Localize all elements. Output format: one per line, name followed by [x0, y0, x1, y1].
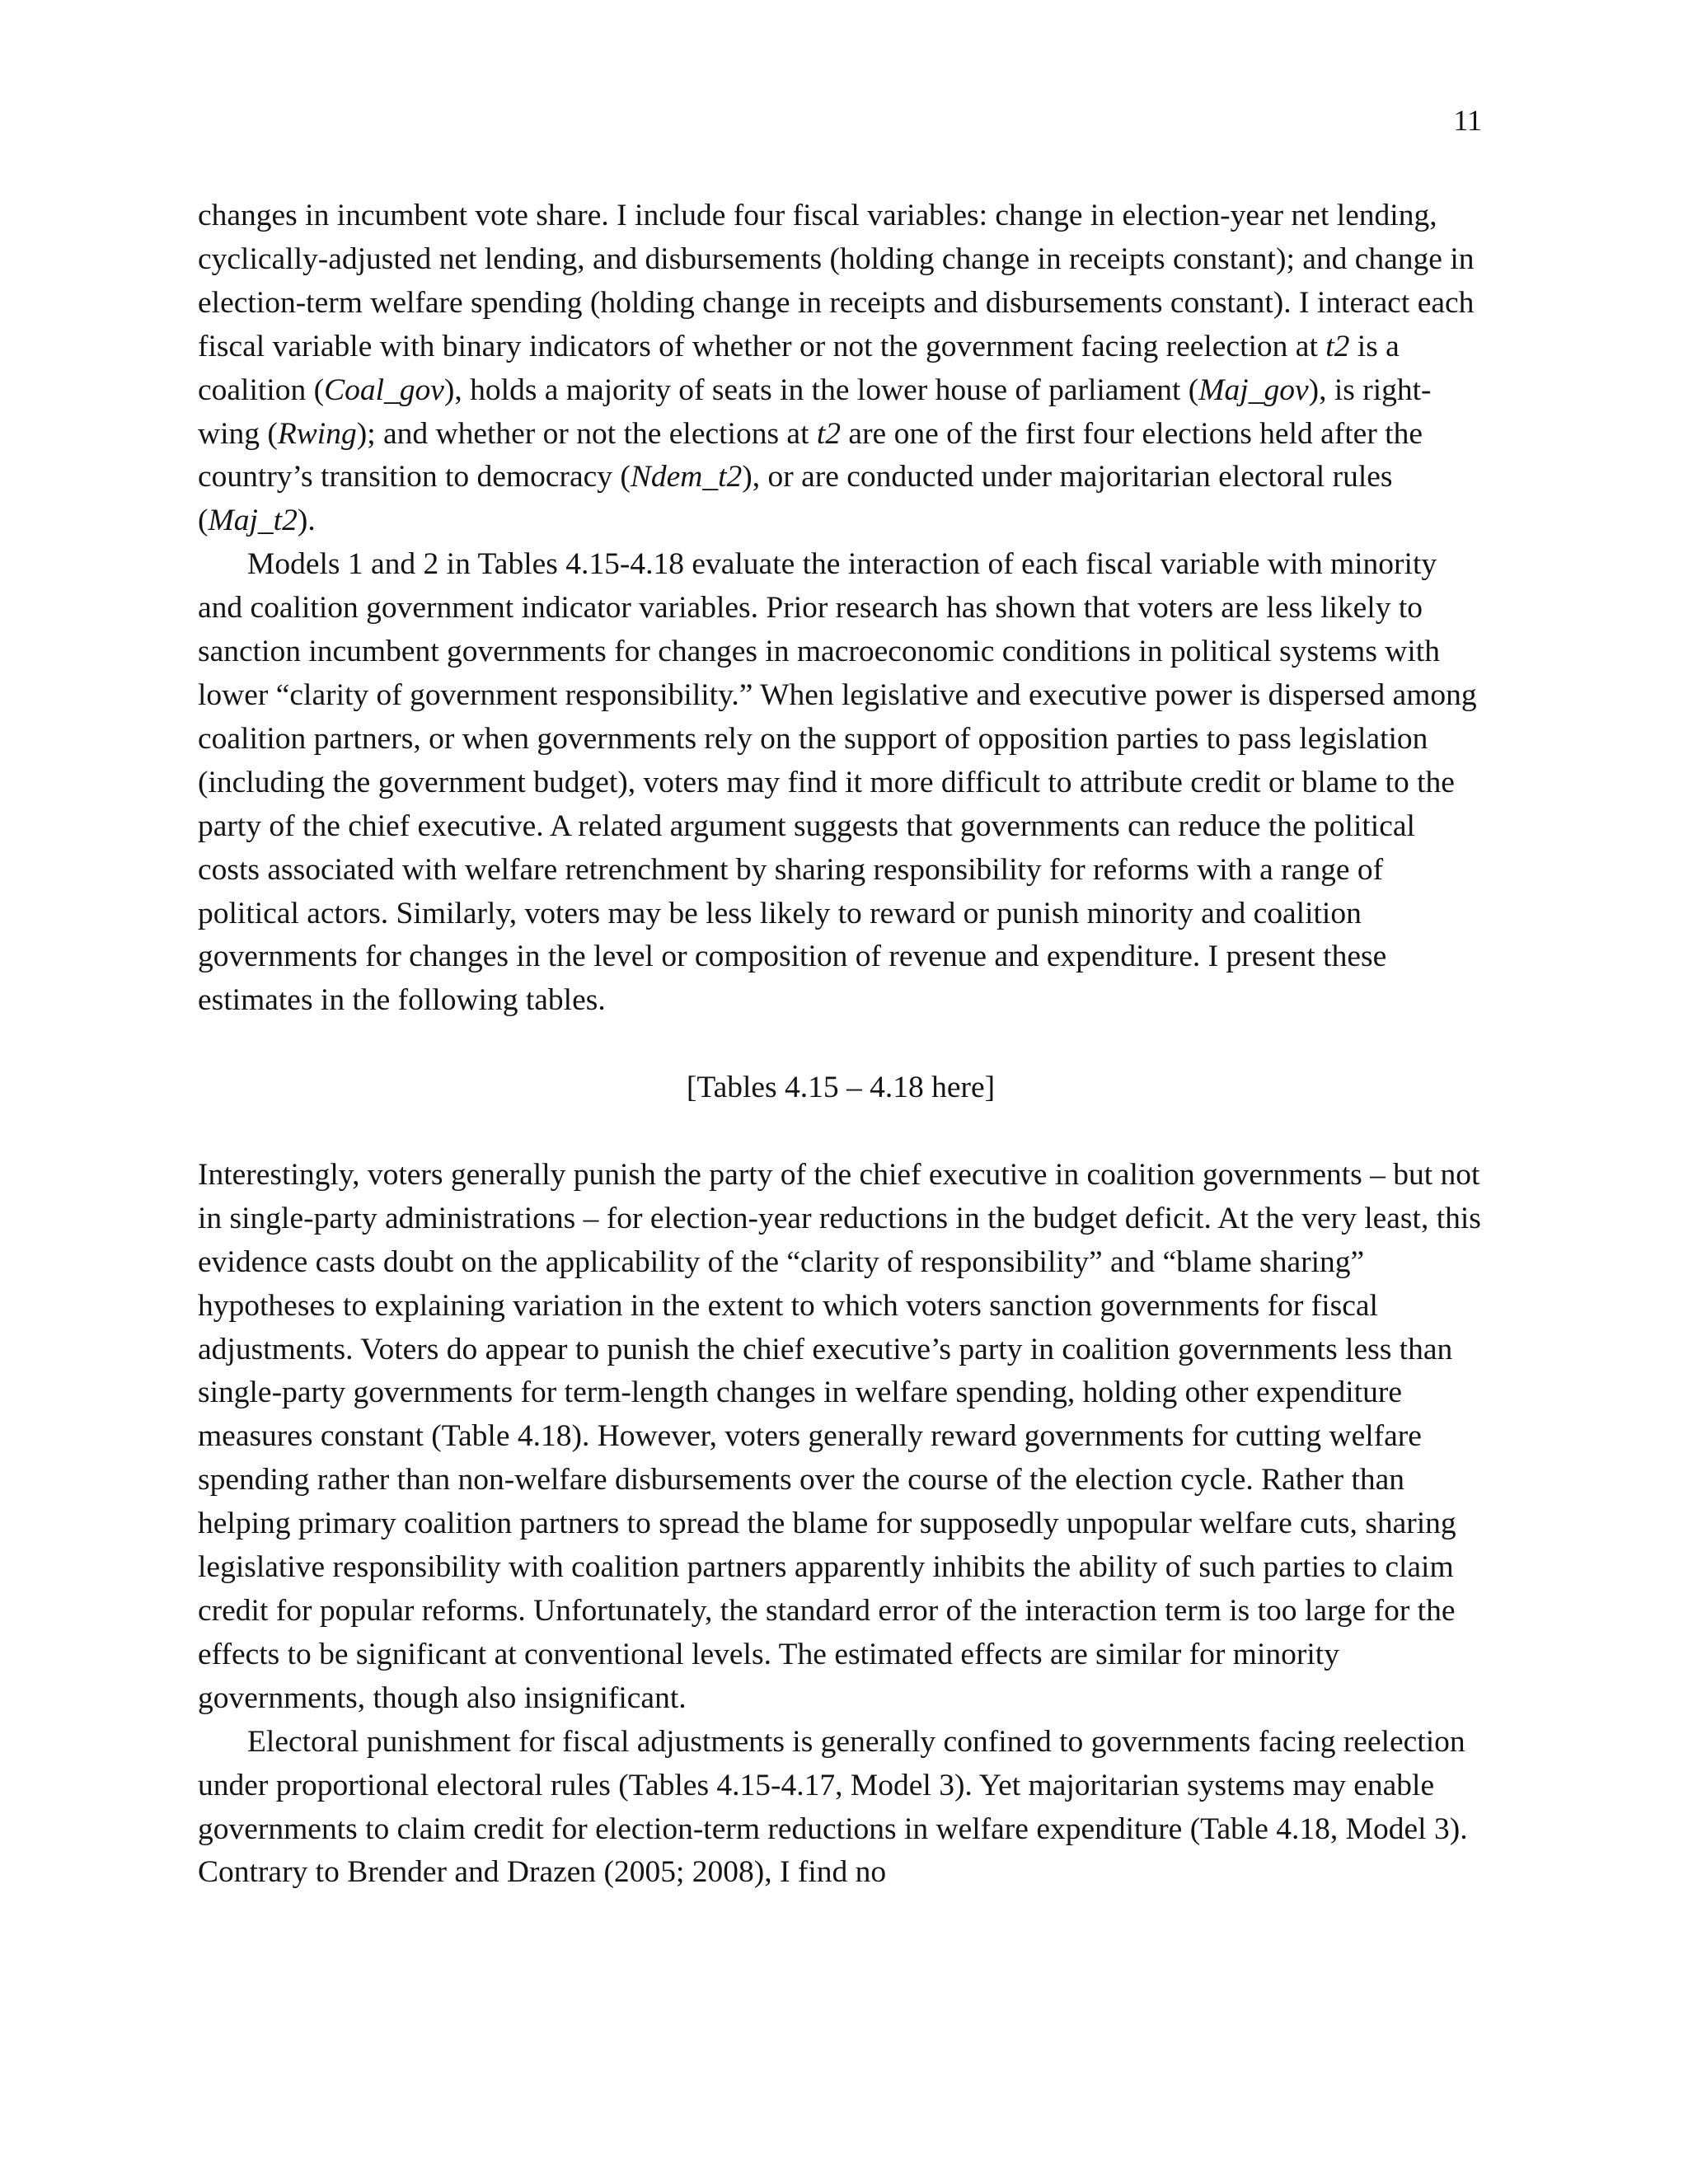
paragraph-4: Electoral punishment for fiscal adjustments is generally confined to governments facing reelection under proportional electoral rules (Tables 4.15-4.17, Model 3). Yet majoritarian systems may enable governments to claim credit for election-term reductions in welfare expenditure (Table 4.18, Model 3). Contrary to Brender and Drazen (2005; 2008), I find no	[198, 1724, 1468, 1890]
variable-t2: t2	[1325, 329, 1350, 363]
variable-ndem-t2: Ndem_t2	[630, 460, 743, 494]
variable-maj-t2: Maj_t2	[208, 504, 298, 538]
text-run: ).	[297, 504, 316, 538]
variable-maj-gov: Maj_gov	[1198, 373, 1309, 407]
text-run: ), holds a majority of seats in the lower house of parliament (	[443, 373, 1199, 407]
variable-t2: t2	[816, 416, 842, 451]
variable-rwing: Rwing	[277, 416, 357, 451]
tables-placeholder: [Tables 4.15 – 4.18 here]	[686, 1071, 996, 1105]
text-run: ), or are conducted under majoritarian electoral rules (	[198, 460, 1393, 538]
body-text	[198, 194, 1484, 1895]
text-run: ); and whether or not the elections at	[356, 416, 817, 451]
page-number: 11	[1453, 104, 1482, 137]
variable-coal-gov: Coal_gov	[324, 373, 444, 407]
text-run: are one of the first four elections held after the country’s transition to democracy (	[198, 416, 1423, 494]
paragraph-1	[198, 194, 1484, 543]
paragraph-3: Interestingly, voters generally punish the party of the chief executive in coalition governments – but not in single-party administrations – for election-year reductions in the budget deficit. At the very least, this evidence casts doubt on the applicability of the “clarity of responsibility” and “blame sharing” hypotheses to explaining variation in the extent to which voters sanction governments for fiscal adjustments. Voters do appear to punish the chief executive’s party in coalition governments less than single-party governments for term-length changes in welfare spending, holding other expenditure measures constant (Table 4.18). However, voters generally reward governments for cutting welfare spending rather than non-welfare disbursements over the course of the election cycle. Rather than helping primary coalition partners to spread the blame for supposedly unpopular welfare cuts, sharing legislative responsibility with coalition partners apparently inhibits the ability of such parties to claim credit for popular reforms. Unfortunately, the standard error of the interaction term is too large for the effects to be significant at conventional levels. The estimated effects are similar for minority governments, though also insignificant.	[198, 1157, 1481, 1715]
paragraph-2: Models 1 and 2 in Tables 4.15-4.18 evaluate the interaction of each fiscal variable with minority and coalition government indicator variables. Prior research has shown that voters are less likely to sanction incumbent governments for changes in macroeconomic conditions in political systems with lower “clarity of government responsibility.” When legislative and executive power is dispersed among coalition partners, or when governments rely on the support of opposition parties to pass legislation (including the government budget), voters may find it more difficult to attribute credit or blame to the party of the chief executive. A related argument suggests that governments can reduce the political costs associated with welfare retrenchment by sharing responsibility for reforms with a range of political actors. Similarly, voters may be less likely to reward or punish minority and coalition governments for changes in the level or composition of revenue and expenditure. I present these estimates in the following tables.	[198, 547, 1477, 1018]
text-run: changes in incumbent vote share. I include four fiscal variables: change in election-year net lending, cyclically-adjusted net lending, and disbursements (holding change in receipts constant); and change in election-term welfare spending (holding change in receipts and disbursements constant). I interact each fiscal variable with binary indicators of whether or not the government facing reelection at	[198, 199, 1475, 363]
text-run: is a coalition (	[198, 329, 1400, 407]
text-run: ), is right-wing (	[198, 373, 1432, 451]
